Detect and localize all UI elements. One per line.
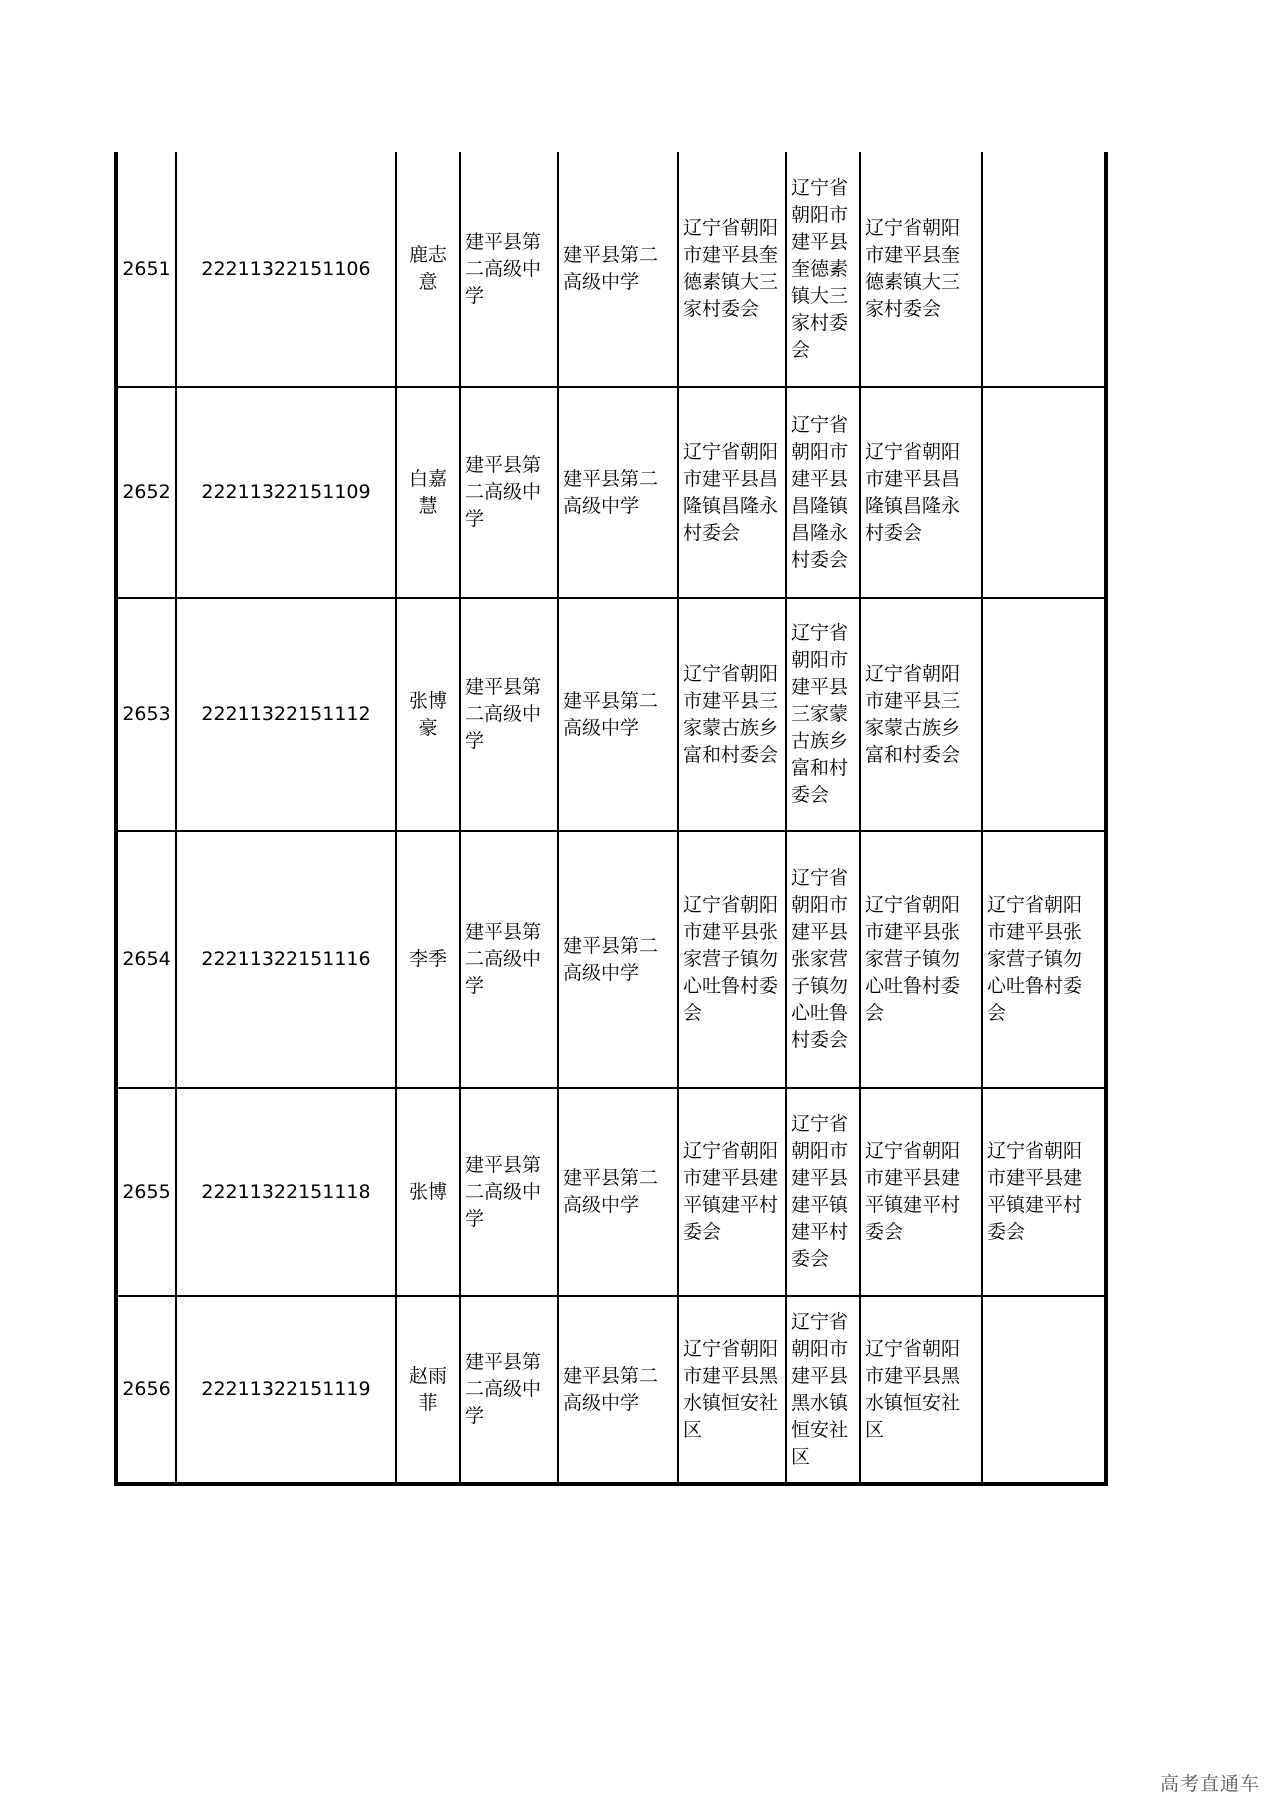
- residence-address-cell: 辽宁省朝阳市建平县建平镇建平村委会: [786, 1088, 860, 1296]
- candidate-id-cell: 22211322151116: [176, 831, 396, 1088]
- roster-table: [114, 152, 1108, 1486]
- extra-address-cell: [982, 387, 1106, 598]
- candidate-id-cell: 22211322151118: [176, 1088, 396, 1296]
- guardian-address-cell: 辽宁省朝阳市建平县奎德素镇大三家村委会: [860, 152, 982, 387]
- graduation-school-cell: 建平县第二高级中学: [558, 831, 678, 1088]
- name-cell: 白嘉慧: [396, 387, 460, 598]
- table-row: [116, 1296, 1106, 1484]
- school-cell: 建平县第二高级中学: [460, 1296, 558, 1484]
- household-address-cell: 辽宁省朝阳市建平县奎德素镇大三家村委会: [678, 152, 786, 387]
- school-cell: 建平县第二高级中学: [460, 152, 558, 387]
- seq-cell: 2651: [116, 152, 176, 387]
- extra-address-cell: [982, 152, 1106, 387]
- residence-address-cell: 辽宁省朝阳市建平县昌隆镇昌隆永村委会: [786, 387, 860, 598]
- guardian-address-cell: 辽宁省朝阳市建平县昌隆镇昌隆永村委会: [860, 387, 982, 598]
- residence-address-cell: 辽宁省朝阳市建平县三家蒙古族乡富和村委会: [786, 598, 860, 831]
- graduation-school-cell: 建平县第二高级中学: [558, 152, 678, 387]
- name-cell: 张博: [396, 1088, 460, 1296]
- seq-cell: 2654: [116, 831, 176, 1088]
- footer-watermark: 高考直通车: [1159, 1773, 1260, 1795]
- residence-address-cell: 辽宁省朝阳市建平县奎德素镇大三家村委会: [786, 152, 860, 387]
- name-cell: 张博豪: [396, 598, 460, 831]
- candidate-id-cell: 22211322151119: [176, 1296, 396, 1484]
- household-address-cell: 辽宁省朝阳市建平县三家蒙古族乡富和村委会: [678, 598, 786, 831]
- seq-cell: 2652: [116, 387, 176, 598]
- extra-address-cell: [982, 1296, 1106, 1484]
- guardian-address-cell: 辽宁省朝阳市建平县张家营子镇勿心吐鲁村委会: [860, 831, 982, 1088]
- household-address-cell: 辽宁省朝阳市建平县黑水镇恒安社区: [678, 1296, 786, 1484]
- guardian-address-cell: 辽宁省朝阳市建平县三家蒙古族乡富和村委会: [860, 598, 982, 831]
- name-cell: 李季: [396, 831, 460, 1088]
- residence-address-cell: 辽宁省朝阳市建平县黑水镇恒安社区: [786, 1296, 860, 1484]
- guardian-address-cell: 辽宁省朝阳市建平县黑水镇恒安社区: [860, 1296, 982, 1484]
- school-cell: 建平县第二高级中学: [460, 387, 558, 598]
- name-cell: 鹿志意: [396, 152, 460, 387]
- extra-address-cell: 辽宁省朝阳市建平县张家营子镇勿心吐鲁村委会: [982, 831, 1106, 1088]
- extra-address-cell: [982, 598, 1106, 831]
- school-cell: 建平县第二高级中学: [460, 598, 558, 831]
- candidate-id-cell: 22211322151109: [176, 387, 396, 598]
- seq-cell: 2653: [116, 598, 176, 831]
- graduation-school-cell: 建平县第二高级中学: [558, 387, 678, 598]
- school-cell: 建平县第二高级中学: [460, 1088, 558, 1296]
- graduation-school-cell: 建平县第二高级中学: [558, 598, 678, 831]
- household-address-cell: 辽宁省朝阳市建平县建平镇建平村委会: [678, 1088, 786, 1296]
- graduation-school-cell: 建平县第二高级中学: [558, 1296, 678, 1484]
- candidate-id-cell: 22211322151106: [176, 152, 396, 387]
- seq-cell: 2656: [116, 1296, 176, 1484]
- table-row: [116, 831, 1106, 1088]
- seq-cell: 2655: [116, 1088, 176, 1296]
- table-row: [116, 152, 1106, 387]
- household-address-cell: 辽宁省朝阳市建平县张家营子镇勿心吐鲁村委会: [678, 831, 786, 1088]
- school-cell: 建平县第二高级中学: [460, 831, 558, 1088]
- table-row: [116, 598, 1106, 831]
- household-address-cell: 辽宁省朝阳市建平县昌隆镇昌隆永村委会: [678, 387, 786, 598]
- residence-address-cell: 辽宁省朝阳市建平县张家营子镇勿心吐鲁村委会: [786, 831, 860, 1088]
- name-cell: 赵雨菲: [396, 1296, 460, 1484]
- candidate-id-cell: 22211322151112: [176, 598, 396, 831]
- graduation-school-cell: 建平县第二高级中学: [558, 1088, 678, 1296]
- table-row: [116, 1088, 1106, 1296]
- extra-address-cell: 辽宁省朝阳市建平县建平镇建平村委会: [982, 1088, 1106, 1296]
- guardian-address-cell: 辽宁省朝阳市建平县建平镇建平村委会: [860, 1088, 982, 1296]
- table-row: [116, 387, 1106, 598]
